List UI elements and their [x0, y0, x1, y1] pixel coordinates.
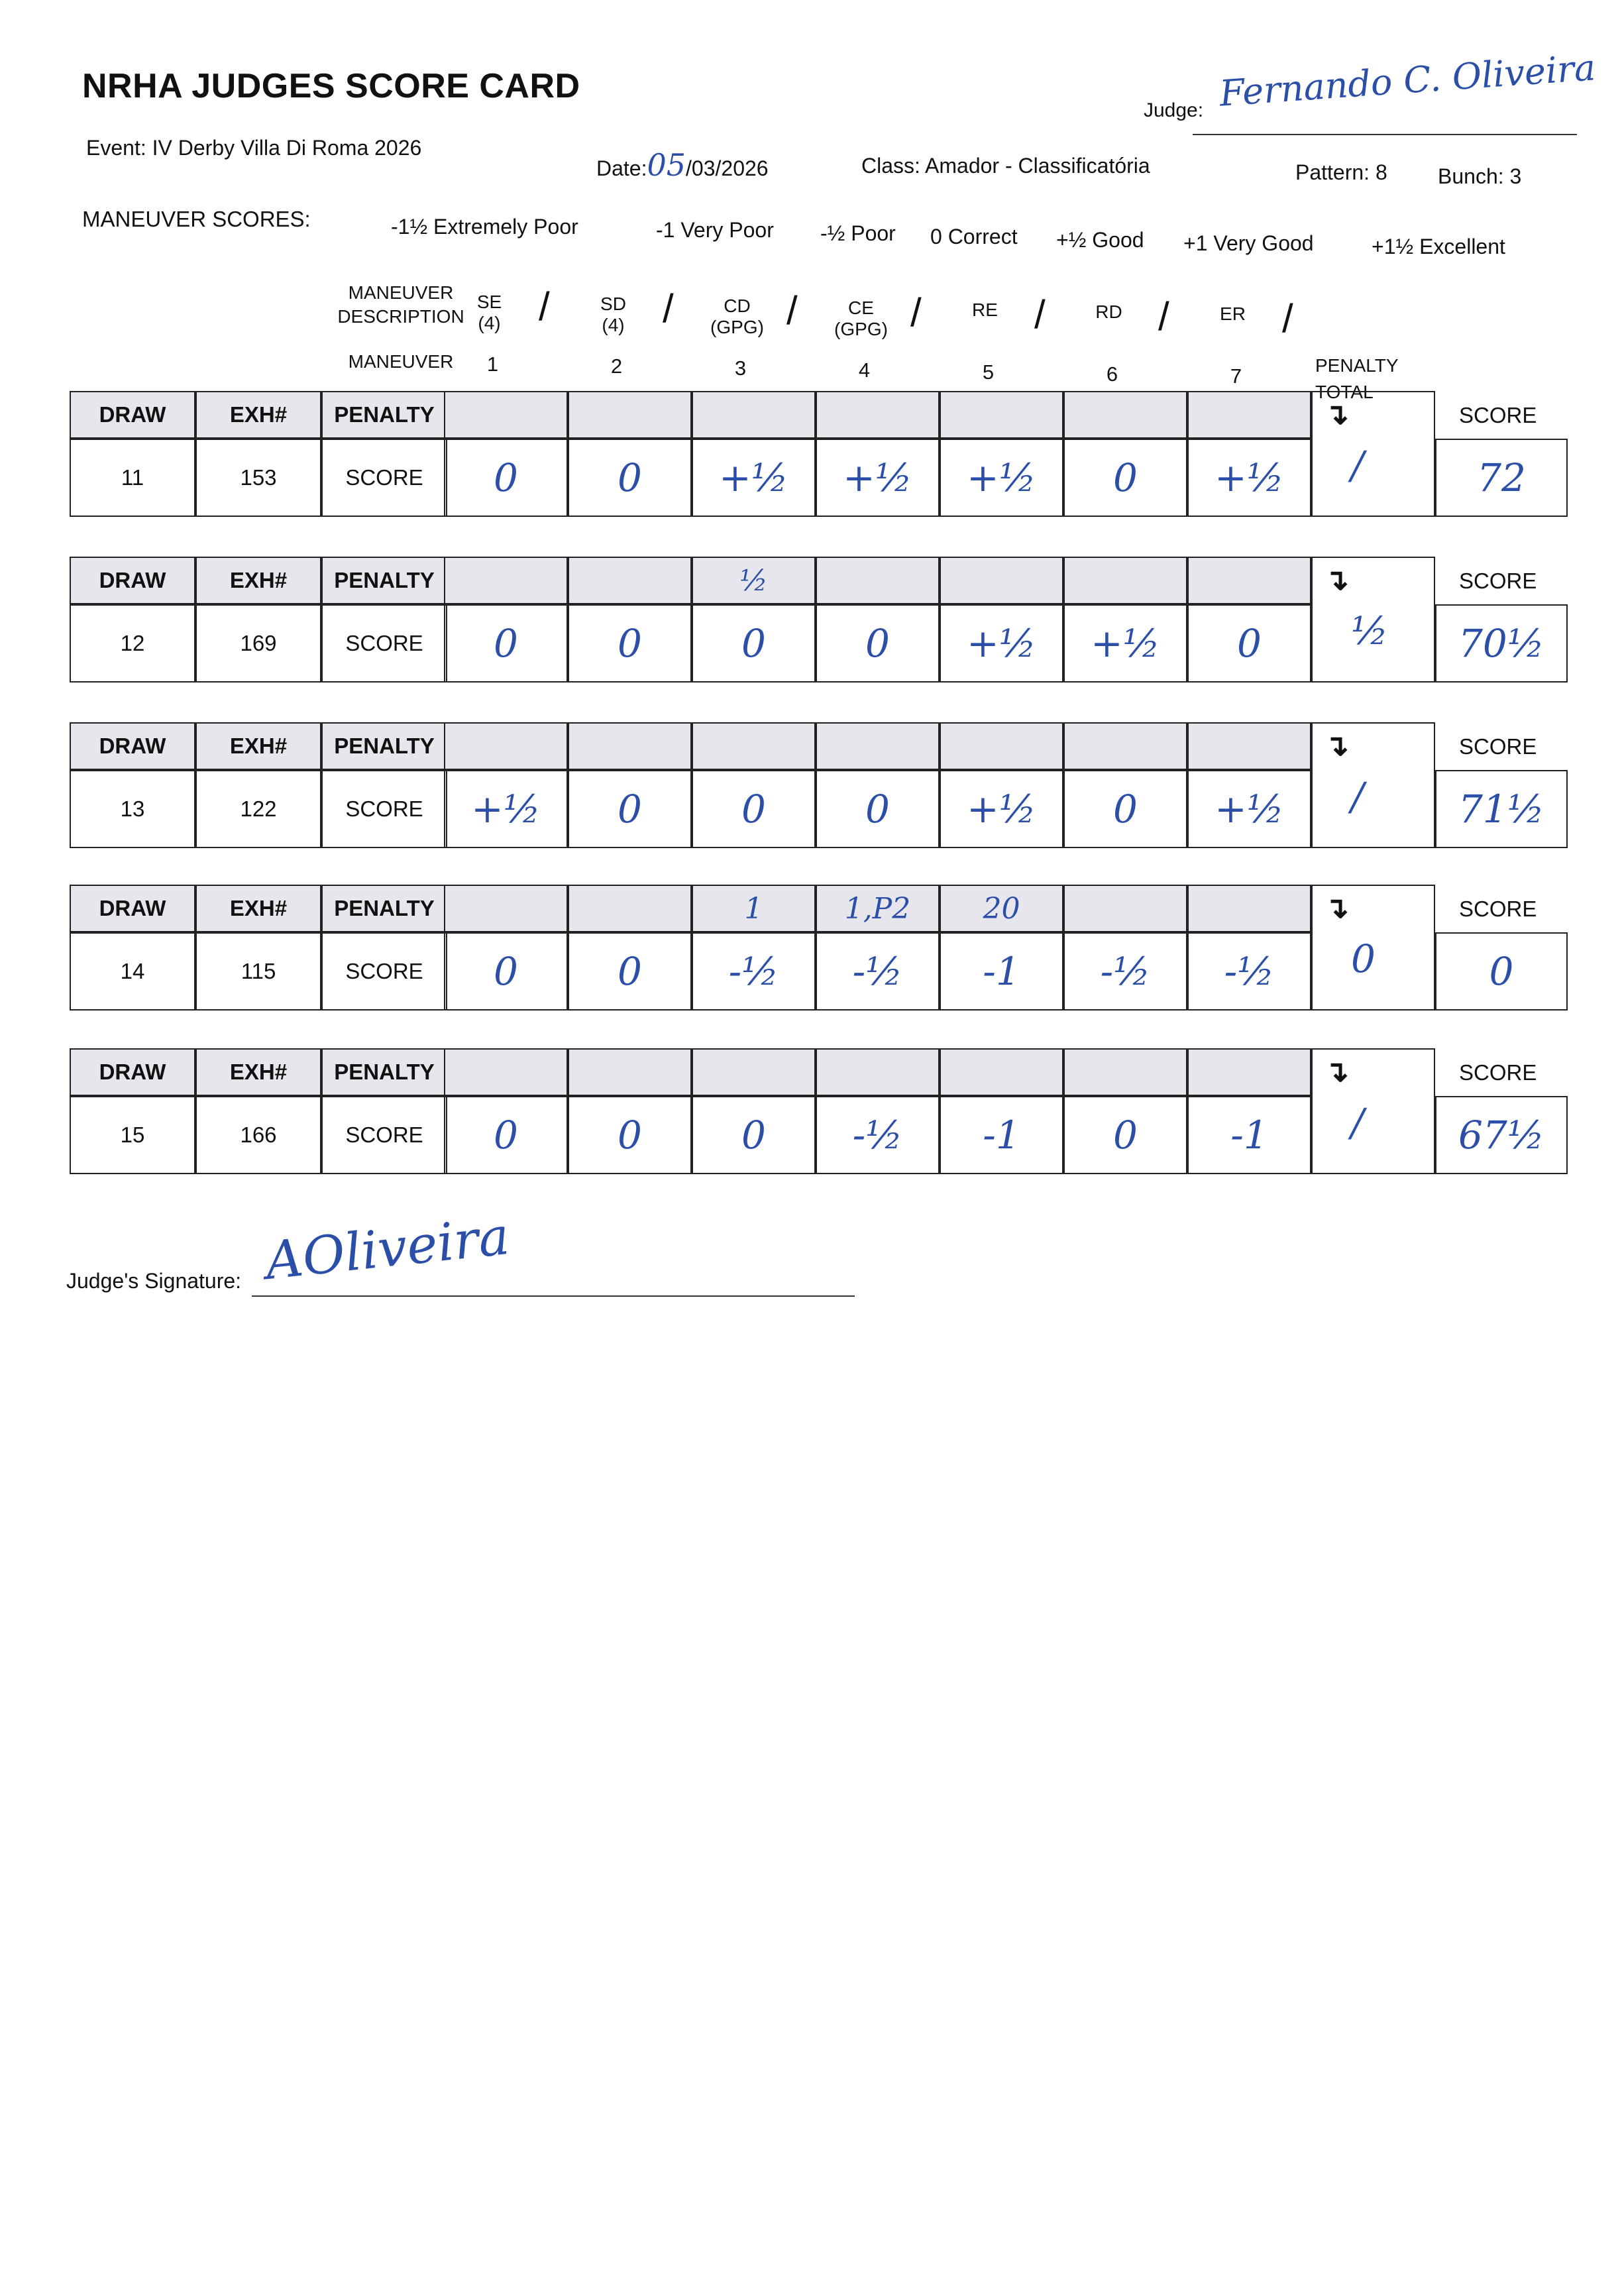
arrow-icon: ↴	[1325, 1056, 1349, 1088]
judge-label: Judge:	[1144, 99, 1204, 121]
score-label: SCORE	[1459, 403, 1537, 427]
maneuver-score: 0	[1063, 439, 1187, 517]
penalty-cell	[816, 391, 940, 439]
maneuver-scores-label: MANEUVER SCORES:	[82, 207, 311, 231]
scale-item: +½ Good	[1056, 228, 1144, 252]
draw-number: 15	[70, 1096, 195, 1174]
maneuver-score: 0	[568, 1096, 692, 1174]
exh-header: EXH#	[195, 722, 321, 770]
penalty-cell	[1063, 391, 1187, 439]
maneuver-score: +½	[1187, 770, 1311, 848]
penalty-total-value: 0	[1351, 936, 1376, 981]
maneuver-score: 0	[568, 770, 692, 848]
maneuver-score: 0	[444, 932, 568, 1011]
maneuver-score: 0	[444, 439, 568, 517]
maneuver-number: 4	[858, 358, 871, 382]
penalty-cell	[940, 722, 1063, 770]
penalty-cell: 20	[940, 885, 1063, 932]
penalty-cell	[568, 391, 692, 439]
maneuver-score: 0	[816, 770, 940, 848]
exhibitor-number: 153	[195, 439, 321, 517]
maneuver-score: 0	[816, 604, 940, 683]
penalty-total-value: /	[1351, 774, 1364, 819]
exhibitor-number: 122	[195, 770, 321, 848]
signature-label: Judge's Signature:	[66, 1269, 242, 1293]
penalty-cell	[568, 722, 692, 770]
maneuver-code-text: SE	[476, 292, 502, 312]
maneuver-score: +½	[940, 770, 1063, 848]
maneuver-code	[444, 292, 535, 334]
exhibitor-number: 169	[195, 604, 321, 683]
penalty-cell	[1187, 391, 1311, 439]
penalty-cell	[568, 1048, 692, 1096]
date-label: Date:	[596, 156, 647, 180]
event-name: Event: IV Derby Villa Di Roma 2026	[86, 136, 422, 160]
maneuver-score: +½	[940, 439, 1063, 517]
maneuver-sub-text: (GPG)	[834, 319, 888, 339]
draw-header: DRAW	[70, 1048, 195, 1096]
exhibitor-number: 115	[195, 932, 321, 1011]
scale-item: -½ Poor	[820, 221, 896, 245]
maneuver-code-text: CD	[724, 296, 751, 316]
total-score: 67½	[1435, 1096, 1568, 1174]
maneuver-code	[692, 296, 783, 338]
exh-header: EXH#	[195, 557, 321, 604]
scale-item: -1 Very Poor	[656, 218, 774, 242]
maneuver-code	[1187, 303, 1278, 325]
maneuver-score: -½	[816, 932, 940, 1011]
penalty-cell	[1187, 885, 1311, 932]
maneuver-score: 0	[568, 932, 692, 1011]
score-row-label: SCORE	[321, 1096, 447, 1174]
penalty-cell	[816, 722, 940, 770]
maneuver-separator: /	[786, 288, 798, 333]
maneuver-sub-text: (4)	[478, 313, 501, 333]
draw-number: 12	[70, 604, 195, 683]
score-row-label: SCORE	[321, 439, 447, 517]
score-row-label: SCORE	[321, 604, 447, 683]
bunch: Bunch: 3	[1438, 164, 1522, 188]
penalty-cell: 1,P2	[816, 885, 940, 932]
penalty-cell	[568, 885, 692, 932]
scale-item: +1 Very Good	[1183, 231, 1314, 255]
maneuver-sub-text: (4)	[602, 315, 625, 335]
maneuver-score: -½	[1187, 932, 1311, 1011]
maneuver-score: -1	[940, 1096, 1063, 1174]
arrow-icon: ↴	[1325, 730, 1349, 762]
scale-item: 0 Correct	[930, 225, 1018, 248]
maneuver-separator: /	[1034, 292, 1046, 337]
date-rest: /03/2026	[686, 156, 769, 180]
penalty-cell	[568, 557, 692, 604]
penalty-cell	[816, 1048, 940, 1096]
score-label: SCORE	[1459, 897, 1537, 921]
maneuver-score: -½	[1063, 932, 1187, 1011]
penalty-cell	[816, 557, 940, 604]
penalty-header: PENALTY	[321, 722, 447, 770]
penalty-cell	[692, 722, 816, 770]
draw-number: 11	[70, 439, 195, 517]
total-score: 71½	[1435, 770, 1568, 848]
penalty-total-label: PENALTY TOTAL	[1315, 355, 1399, 402]
maneuver-code-text: SD	[600, 294, 626, 314]
maneuver-description-label: MANEUVER DESCRIPTION	[337, 282, 464, 327]
maneuver-code	[816, 298, 906, 340]
penalty-cell	[1063, 557, 1187, 604]
penalty-total-value: /	[1351, 443, 1364, 488]
maneuver-score: 0	[1063, 770, 1187, 848]
pattern: Pattern: 8	[1295, 160, 1387, 184]
maneuver-separator: /	[663, 286, 674, 331]
penalty-header: PENALTY	[321, 885, 447, 932]
penalty-cell	[1187, 722, 1311, 770]
maneuver-separator: /	[910, 290, 922, 335]
maneuver-score: +½	[940, 604, 1063, 683]
judge-name: Fernando C. Oliveira	[1218, 46, 1597, 115]
maneuver-score: +½	[692, 439, 816, 517]
maneuver-number-label: MANEUVER	[348, 351, 454, 372]
maneuver-code-text: RD	[1095, 301, 1122, 322]
penalty-cell: 1	[692, 885, 816, 932]
exhibitor-number: 166	[195, 1096, 321, 1174]
maneuver-score: 0	[1063, 1096, 1187, 1174]
penalty-total-value: ½	[1351, 608, 1389, 653]
penalty-cell	[1187, 557, 1311, 604]
maneuver-code	[940, 300, 1030, 321]
scale-item: +1½ Excellent	[1372, 235, 1505, 258]
penalty-cell	[1063, 1048, 1187, 1096]
maneuver-score: 0	[444, 604, 568, 683]
signature-line	[252, 1295, 855, 1297]
exh-header: EXH#	[195, 885, 321, 932]
penalty-cell	[940, 391, 1063, 439]
total-score: 0	[1435, 932, 1568, 1011]
score-label: SCORE	[1459, 1060, 1537, 1085]
maneuver-score: 0	[568, 439, 692, 517]
total-score: 70½	[1435, 604, 1568, 683]
maneuver-score: +½	[816, 439, 940, 517]
maneuver-code-text: CE	[848, 298, 874, 318]
maneuver-score: -½	[816, 1096, 940, 1174]
maneuver-code-text: RE	[972, 300, 998, 320]
maneuver-code	[568, 294, 659, 336]
score-row-label: SCORE	[321, 770, 447, 848]
penalty-cell	[444, 391, 568, 439]
arrow-icon: ↴	[1325, 564, 1349, 596]
maneuver-score: 0	[568, 604, 692, 683]
exh-header: EXH#	[195, 1048, 321, 1096]
maneuver-number: 5	[982, 360, 995, 384]
penalty-cell	[692, 391, 816, 439]
arrow-icon: ↴	[1325, 398, 1349, 431]
draw-header: DRAW	[70, 557, 195, 604]
draw-header: DRAW	[70, 391, 195, 439]
maneuver-separator: /	[1282, 296, 1293, 341]
maneuver-number: 7	[1230, 364, 1242, 388]
maneuver-score: +½	[444, 770, 568, 848]
maneuver-separator: /	[539, 284, 550, 329]
score-label: SCORE	[1459, 569, 1537, 593]
arrow-icon: ↴	[1325, 892, 1349, 924]
penalty-cell	[1187, 1048, 1311, 1096]
exh-header: EXH#	[195, 391, 321, 439]
draw-number: 13	[70, 770, 195, 848]
score-label: SCORE	[1459, 734, 1537, 759]
maneuver-code	[1063, 301, 1154, 323]
maneuver-score: 0	[1187, 604, 1311, 683]
judge-line	[1193, 134, 1577, 135]
penalty-header: PENALTY	[321, 557, 447, 604]
penalty-cell	[1063, 885, 1187, 932]
event-class: Class: Amador - Classificatória	[861, 154, 1150, 178]
maneuver-score: -1	[1187, 1096, 1311, 1174]
penalty-cell	[444, 722, 568, 770]
draw-number: 14	[70, 932, 195, 1011]
penalty-cell	[692, 1048, 816, 1096]
maneuver-score: 0	[692, 770, 816, 848]
scale-item: -1½ Extremely Poor	[391, 215, 578, 239]
penalty-cell	[1063, 722, 1187, 770]
maneuver-number: 3	[734, 356, 747, 380]
date-day: 05	[647, 147, 686, 183]
maneuver-score: 0	[444, 1096, 568, 1174]
maneuver-sub-text: (GPG)	[710, 317, 764, 337]
draw-header: DRAW	[70, 885, 195, 932]
judge-signature: AOliveira	[262, 1206, 512, 1292]
penalty-header: PENALTY	[321, 1048, 447, 1096]
maneuver-score: +½	[1187, 439, 1311, 517]
penalty-cell	[940, 557, 1063, 604]
penalty-cell	[444, 1048, 568, 1096]
event-date	[596, 147, 769, 183]
penalty-cell	[444, 885, 568, 932]
maneuver-score: 0	[692, 604, 816, 683]
penalty-total-value: /	[1351, 1100, 1364, 1145]
penalty-cell	[444, 557, 568, 604]
maneuver-number: 1	[486, 353, 499, 376]
total-score: 72	[1435, 439, 1568, 517]
draw-header: DRAW	[70, 722, 195, 770]
card-title: NRHA JUDGES SCORE CARD	[82, 67, 580, 105]
maneuver-code-text: ER	[1220, 303, 1246, 324]
score-row-label: SCORE	[321, 932, 447, 1011]
maneuver-number: 6	[1106, 362, 1118, 386]
penalty-cell: ½	[692, 557, 816, 604]
maneuver-score: -½	[692, 932, 816, 1011]
maneuver-score: -1	[940, 932, 1063, 1011]
penalty-header: PENALTY	[321, 391, 447, 439]
maneuver-score: +½	[1063, 604, 1187, 683]
maneuver-score: 0	[692, 1096, 816, 1174]
maneuver-separator: /	[1158, 294, 1169, 339]
maneuver-number: 2	[610, 355, 623, 378]
penalty-cell	[940, 1048, 1063, 1096]
